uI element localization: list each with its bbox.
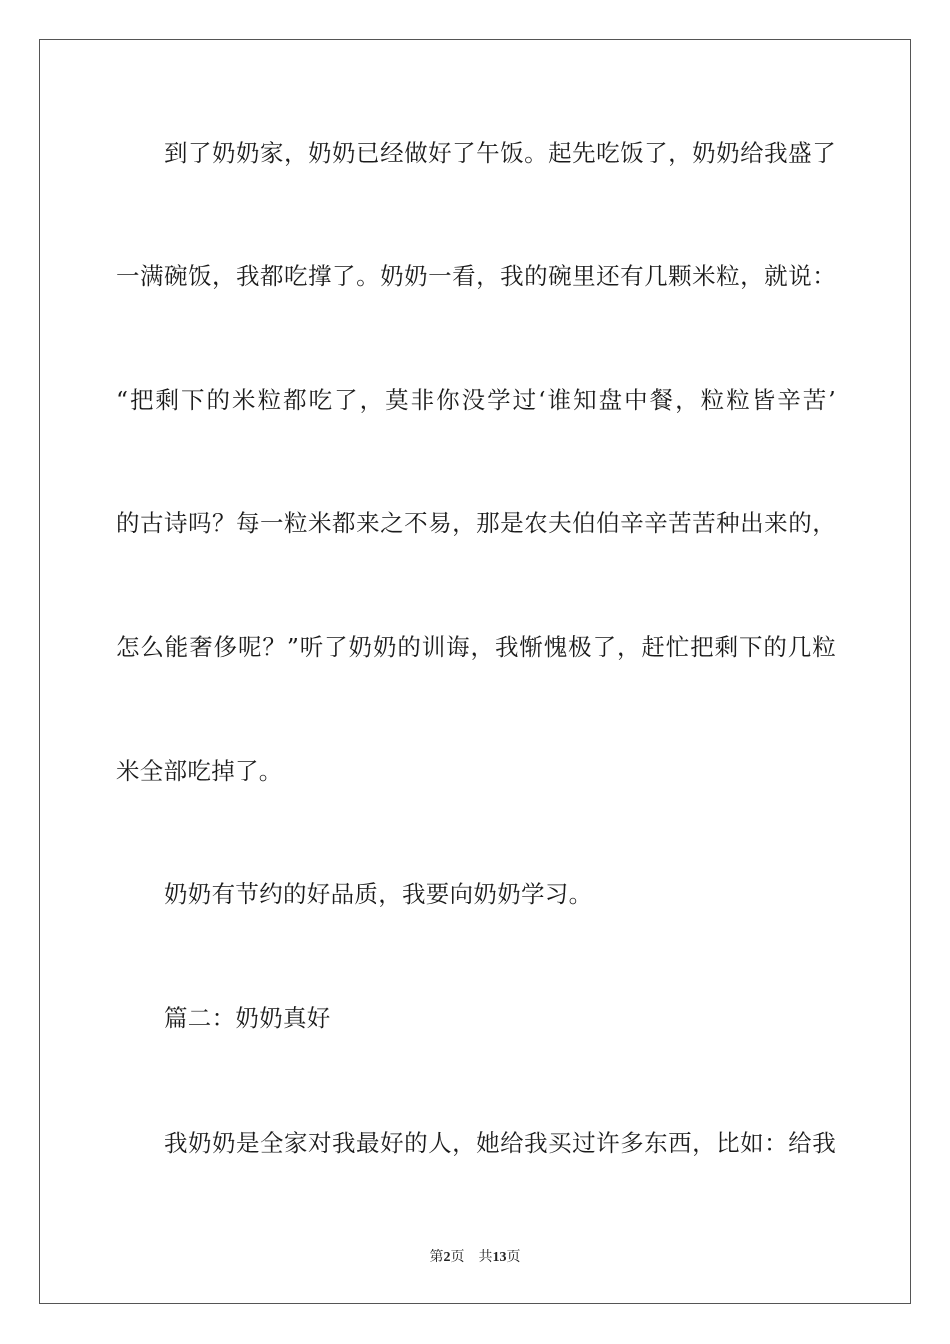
paragraph-1-line-4: 的古诗吗？每一粒米都来之不易，那是农夫伯伯辛辛苦苦种出来的， — [116, 509, 836, 537]
page-suffix: 页 — [450, 1249, 465, 1265]
page-prefix: 第 — [429, 1249, 444, 1265]
total-suffix: 页 — [506, 1249, 521, 1265]
total-pages-number: 13 — [492, 1250, 507, 1265]
paragraph-1-line-6: 米全部吃掉了。 — [116, 757, 283, 785]
current-page-number: 2 — [443, 1250, 451, 1265]
paragraph-1-line-2: 一满碗饭，我都吃撑了。奶奶一看，我的碗里还有几颗米粒，就说： — [116, 262, 836, 290]
paragraph-3-line-1: 我奶奶是全家对我最好的人，她给我买过许多东西，比如：给我 — [164, 1129, 836, 1157]
page-footer — [0, 1248, 950, 1267]
paragraph-1-line-1: 到了奶奶家，奶奶已经做好了午饭。起先吃饭了，奶奶给我盛了 — [164, 139, 836, 167]
page-border — [39, 39, 911, 1304]
total-prefix: 共 — [478, 1249, 493, 1265]
paragraph-1-line-3: “把剩下的米粒都吃了，莫非你没学过‘谁知盘中餐，粒粒皆辛苦’ — [116, 386, 836, 414]
section-heading: 篇二：奶奶真好 — [164, 1004, 331, 1032]
paragraph-2: 奶奶有节约的好品质，我要向奶奶学习。 — [164, 880, 593, 908]
paragraph-1-line-5: 怎么能奢侈呢？”听了奶奶的训诲，我惭愧极了，赶忙把剩下的几粒 — [116, 633, 836, 661]
